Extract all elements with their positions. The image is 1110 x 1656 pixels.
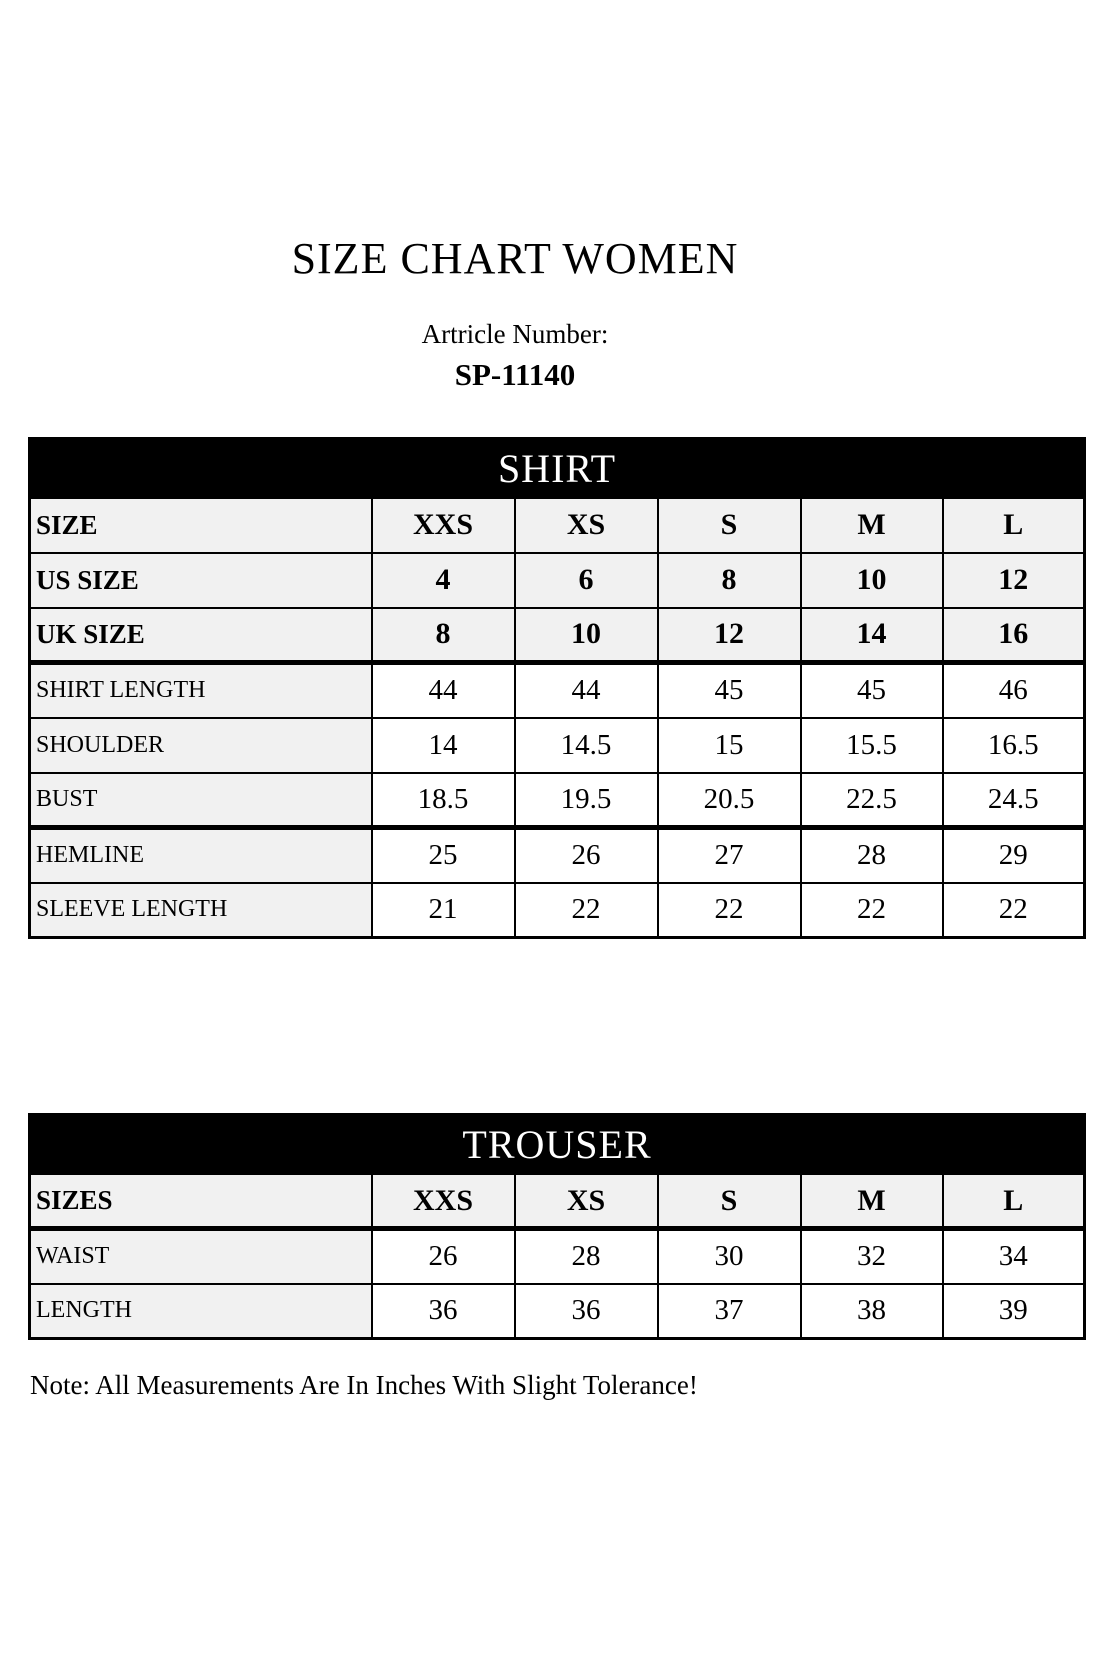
cell-value: 15.5: [801, 718, 943, 773]
cell-value: XS: [515, 1174, 658, 1229]
cell-value: 22: [658, 883, 801, 938]
row-label: WAIST: [30, 1229, 372, 1284]
row-label: BUST: [30, 773, 372, 828]
table-row: [30, 718, 1085, 773]
cell-value: 12: [658, 608, 801, 663]
cell-value: 46: [943, 663, 1085, 718]
cell-value: 45: [658, 663, 801, 718]
cell-value: 19.5: [515, 773, 658, 828]
cell-value: M: [801, 498, 943, 553]
cell-value: 36: [372, 1284, 515, 1339]
cell-value: S: [658, 498, 801, 553]
cell-value: M: [801, 1174, 943, 1229]
trouser-table-title: TROUSER: [30, 1115, 1085, 1174]
note-text: Note: All Measurements Are In Inches With Slight Tolerance!: [30, 1370, 698, 1401]
trouser-size-table: [28, 1113, 1086, 1340]
cell-value: 26: [372, 1229, 515, 1284]
shirt-table-band-row: [30, 439, 1085, 498]
cell-value: 16: [943, 608, 1085, 663]
table-row: [30, 663, 1085, 718]
table-row: [30, 498, 1085, 553]
row-label: SHIRT LENGTH: [30, 663, 372, 718]
cell-value: 38: [801, 1284, 943, 1339]
cell-value: 28: [515, 1229, 658, 1284]
cell-value: 22: [801, 883, 943, 938]
cell-value: 10: [515, 608, 658, 663]
cell-value: 22.5: [801, 773, 943, 828]
cell-value: XXS: [372, 1174, 515, 1229]
shirt-size-table: [28, 437, 1086, 939]
article-number-label: Artricle Number:: [421, 319, 609, 350]
row-label: HEMLINE: [30, 828, 372, 883]
cell-value: 18.5: [372, 773, 515, 828]
table-row: [30, 608, 1085, 663]
cell-value: 12: [943, 553, 1085, 608]
cell-value: 8: [658, 553, 801, 608]
table-row: [30, 883, 1085, 938]
cell-value: XXS: [372, 498, 515, 553]
article-number-value: SP-11140: [454, 356, 576, 392]
cell-value: 37: [658, 1284, 801, 1339]
cell-value: 27: [658, 828, 801, 883]
cell-value: 14.5: [515, 718, 658, 773]
heading-block: [0, 236, 1030, 391]
table-row: [30, 1284, 1085, 1339]
page-title: SIZE CHART WOMEN: [291, 234, 739, 283]
row-label: SLEEVE LENGTH: [30, 883, 372, 938]
cell-value: 29: [943, 828, 1085, 883]
cell-value: 45: [801, 663, 943, 718]
cell-value: 32: [801, 1229, 943, 1284]
table-row: [30, 773, 1085, 828]
cell-value: 15: [658, 718, 801, 773]
row-label: LENGTH: [30, 1284, 372, 1339]
cell-value: 44: [372, 663, 515, 718]
cell-value: 10: [801, 553, 943, 608]
cell-value: 20.5: [658, 773, 801, 828]
cell-value: 34: [943, 1229, 1085, 1284]
table-row: [30, 553, 1085, 608]
cell-value: 21: [372, 883, 515, 938]
cell-value: 4: [372, 553, 515, 608]
row-label: UK SIZE: [30, 608, 372, 663]
cell-value: 39: [943, 1284, 1085, 1339]
cell-value: 16.5: [943, 718, 1085, 773]
cell-value: 28: [801, 828, 943, 883]
trouser-table-band-row: [30, 1115, 1085, 1174]
row-label: SHOULDER: [30, 718, 372, 773]
table-row: [30, 1229, 1085, 1284]
cell-value: 26: [515, 828, 658, 883]
row-label: SIZE: [30, 498, 372, 553]
cell-value: 8: [372, 608, 515, 663]
shirt-table-title: SHIRT: [30, 439, 1085, 498]
cell-value: 44: [515, 663, 658, 718]
cell-value: 24.5: [943, 773, 1085, 828]
row-label: US SIZE: [30, 553, 372, 608]
cell-value: 30: [658, 1229, 801, 1284]
table-row: [30, 828, 1085, 883]
row-label: SIZES: [30, 1174, 372, 1229]
cell-value: 25: [372, 828, 515, 883]
cell-value: 22: [515, 883, 658, 938]
cell-value: 6: [515, 553, 658, 608]
cell-value: L: [943, 498, 1085, 553]
cell-value: XS: [515, 498, 658, 553]
table-row: [30, 1174, 1085, 1229]
cell-value: 22: [943, 883, 1085, 938]
cell-value: 14: [372, 718, 515, 773]
cell-value: 36: [515, 1284, 658, 1339]
cell-value: L: [943, 1174, 1085, 1229]
cell-value: S: [658, 1174, 801, 1229]
cell-value: 14: [801, 608, 943, 663]
